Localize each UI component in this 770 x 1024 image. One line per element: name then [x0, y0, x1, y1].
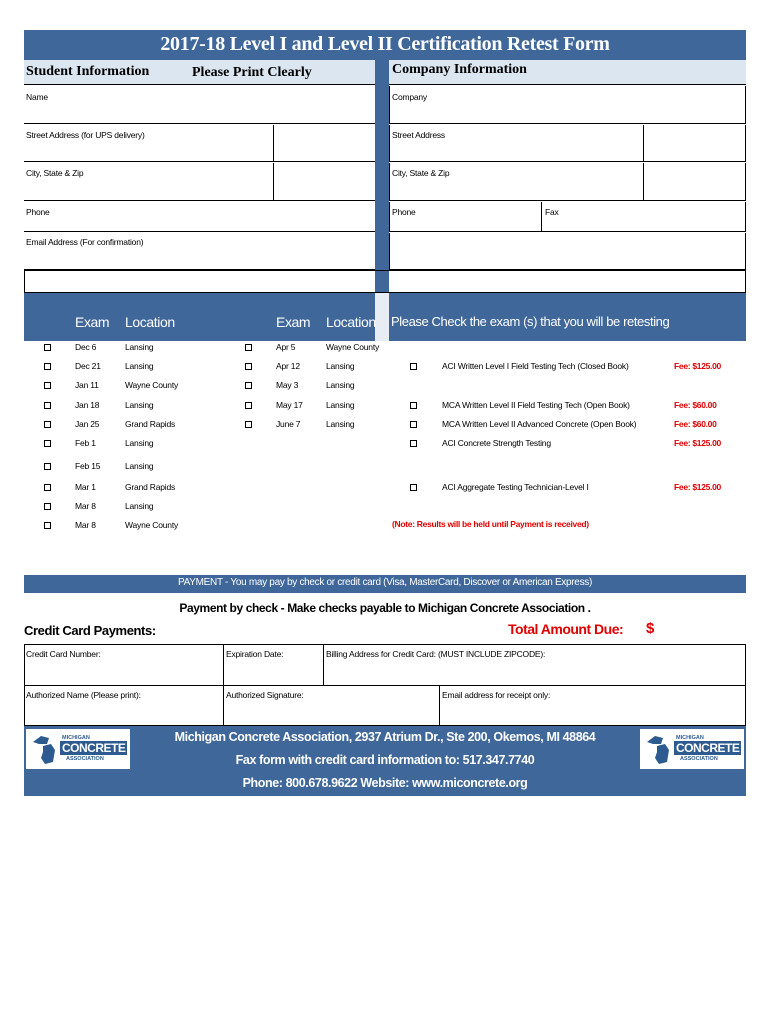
authorized-signature-field[interactable]: Authorized Signature: [226, 690, 304, 700]
exam-location: Lansing [125, 361, 154, 371]
retest-exam-name: MCA Written Level II Field Testing Tech (Open Book) [442, 400, 630, 410]
street-field-divider [273, 125, 274, 162]
exam-date-checkbox[interactable] [44, 344, 51, 351]
exam-date-checkbox[interactable] [44, 503, 51, 510]
company-phone-label: Phone [392, 207, 416, 217]
footer-address: Michigan Concrete Association, 2937 Atrium Dr., Ste 200, Okemos, MI 48864 [174, 730, 596, 744]
exam-date: Dec 6 [75, 342, 97, 352]
phone-field[interactable] [24, 202, 375, 232]
exam-location: Lansing [326, 400, 355, 410]
logo-big-text: CONCRETE [676, 741, 740, 755]
exam-date: Jan 25 [75, 419, 100, 429]
exam-fee: Fee: $125.00 [674, 482, 721, 492]
company-street-divider [643, 125, 644, 162]
check-payment-line: Payment by check - Make checks payable to Michigan Concrete Association . [179, 601, 591, 615]
authorized-name-field[interactable]: Authorized Name (Please print): [26, 690, 141, 700]
exam-location: Grand Rapids [125, 482, 176, 492]
exam-date: Mar 1 [75, 482, 96, 492]
street-label: Street Address (for UPS delivery) [26, 130, 145, 140]
exam-date-checkbox[interactable] [245, 421, 252, 428]
email-label: Email Address (For confirmation) [26, 237, 144, 247]
exam-date: Apr 5 [276, 342, 296, 352]
exam-date-checkbox[interactable] [44, 440, 51, 447]
column-divider [375, 60, 389, 292]
exam-location: Lansing [125, 501, 154, 511]
exam-fee: Fee: $60.00 [674, 400, 717, 410]
exam-location: Lansing [326, 361, 355, 371]
cc-heading: Credit Card Payments: [24, 623, 156, 638]
exam-date: Mar 8 [75, 501, 96, 511]
exam-date: Feb 15 [75, 461, 101, 471]
exam-location: Lansing [326, 419, 355, 429]
billing-address-field[interactable]: Billing Address for Credit Card: (MUST INCLUDE ZIPCODE): [326, 649, 546, 659]
exam-location: Wayne County [125, 380, 179, 390]
exam-location: Wayne County [326, 342, 380, 352]
cc-row-1-div2 [323, 644, 324, 686]
print-clearly-note: Please Print Clearly [192, 65, 312, 80]
company-phone-field[interactable] [389, 202, 746, 232]
logo-sub-text: ASSOCIATION [680, 756, 718, 762]
exam-date-checkbox[interactable] [44, 463, 51, 470]
total-currency: $ [646, 620, 655, 637]
exam-date-checkbox[interactable] [44, 382, 51, 389]
company-extra-field[interactable] [389, 233, 746, 270]
company-field[interactable] [389, 86, 746, 124]
michigan-map-icon [643, 732, 673, 766]
logo-sub-text: ASSOCIATION [66, 756, 104, 762]
company-fax-label: Fax [545, 207, 559, 217]
student-info-heading: Student Information [26, 64, 150, 79]
exam-location: Lansing [125, 342, 154, 352]
retest-exam-checkbox[interactable] [410, 363, 417, 370]
exam-fee: Fee: $125.00 [674, 361, 721, 371]
cc-number-field[interactable]: Credit Card Number: [26, 649, 101, 659]
retest-exam-checkbox[interactable] [410, 440, 417, 447]
name-field[interactable] [24, 86, 375, 124]
exam-date: June 7 [276, 419, 301, 429]
exam-date-checkbox[interactable] [44, 402, 51, 409]
exam-location: Wayne County [125, 520, 179, 530]
exam-date: Apr 12 [276, 361, 300, 371]
retest-exam-name: MCA Written Level II Advanced Concrete (Open Book) [442, 419, 637, 429]
retest-exam-name: ACI Written Level I Field Testing Tech (Closed Book) [442, 361, 629, 371]
retest-exam-name: ACI Aggregate Testing Technician-Level I [442, 482, 589, 492]
form-title: 2017-18 Level I and Level II Certification Retest Form [24, 30, 746, 60]
retest-exam-checkbox[interactable] [410, 484, 417, 491]
cc-row-1-div1 [223, 644, 224, 686]
company-city-label: City, State & Zip [392, 168, 450, 178]
exam-date-checkbox[interactable] [44, 522, 51, 529]
logo-big-text: CONCRETE [62, 741, 126, 755]
exam-date: May 17 [276, 400, 303, 410]
company-label: Company [392, 92, 427, 102]
logo-small-text: MICHIGAN [676, 735, 704, 741]
city-label: City, State & Zip [26, 168, 84, 178]
cc-row-2-div2 [439, 686, 440, 726]
total-due-label: Total Amount Due: [508, 621, 624, 637]
logo-small-text: MICHIGAN [62, 735, 90, 741]
exam-date-checkbox[interactable] [245, 344, 252, 351]
exam-fee: Fee: $60.00 [674, 419, 717, 429]
exam-location: Grand Rapids [125, 419, 176, 429]
location-header-left: Location [125, 314, 175, 330]
mca-logo-right [640, 729, 744, 769]
exam-date: Feb 1 [75, 438, 96, 448]
exam-date-checkbox[interactable] [245, 382, 252, 389]
mca-logo-left [26, 729, 130, 769]
exam-date: Mar 8 [75, 520, 96, 530]
footer-contact: Phone: 800.678.9622 Website: www.miconcrete.org [242, 776, 528, 790]
name-label: Name [26, 92, 48, 102]
exam-date: Jan 18 [75, 400, 100, 410]
exam-date: Jan 11 [75, 380, 99, 390]
payment-banner-text: PAYMENT - You may pay by check or credit card (Visa, MasterCard, Discover or American Express) [178, 577, 592, 588]
michigan-map-icon [29, 732, 59, 766]
company-phone-divider [541, 202, 542, 232]
exam-date-checkbox[interactable] [44, 484, 51, 491]
company-street-label: Street Address [392, 130, 445, 140]
location-header-right: Location [326, 314, 376, 330]
exam-location: Lansing [125, 438, 154, 448]
footer-fax: Fax form with credit card information to: 517.347.7740 [235, 753, 535, 767]
exam-header-left: Exam [75, 314, 110, 330]
retest-exam-checkbox[interactable] [410, 402, 417, 409]
payment-note: (Note: Results will be held until Payment is received) [392, 519, 589, 529]
retest-exam-name: ACI Concrete Strength Testing [442, 438, 551, 448]
exam-location: Lansing [125, 461, 154, 471]
retest-exam-checkbox[interactable] [410, 421, 417, 428]
company-info-heading: Company Information [392, 62, 527, 77]
email-receipt-field[interactable]: Email address for receipt only: [442, 690, 551, 700]
exam-date-checkbox[interactable] [245, 363, 252, 370]
exam-location: Lansing [326, 380, 355, 390]
city-field-divider [273, 163, 274, 201]
exam-fee: Fee: $125.00 [674, 438, 721, 448]
retest-check-header: Please Check the exam (s) that you will be retesting [391, 314, 670, 329]
phone-label: Phone [26, 207, 50, 217]
exam-header-right: Exam [276, 314, 311, 330]
company-city-divider [643, 163, 644, 201]
exam-date-checkbox[interactable] [44, 363, 51, 370]
exam-date: Dec 21 [75, 361, 101, 371]
exam-date: May 3 [276, 380, 299, 390]
exam-date-checkbox[interactable] [245, 402, 252, 409]
schedule-header-gap [375, 293, 389, 341]
exam-location: Lansing [125, 400, 154, 410]
blank-field-row[interactable] [24, 270, 746, 293]
exam-date-checkbox[interactable] [44, 421, 51, 428]
cc-row-2-div1 [223, 686, 224, 726]
expiration-date-field[interactable]: Expiration Date: [226, 649, 284, 659]
